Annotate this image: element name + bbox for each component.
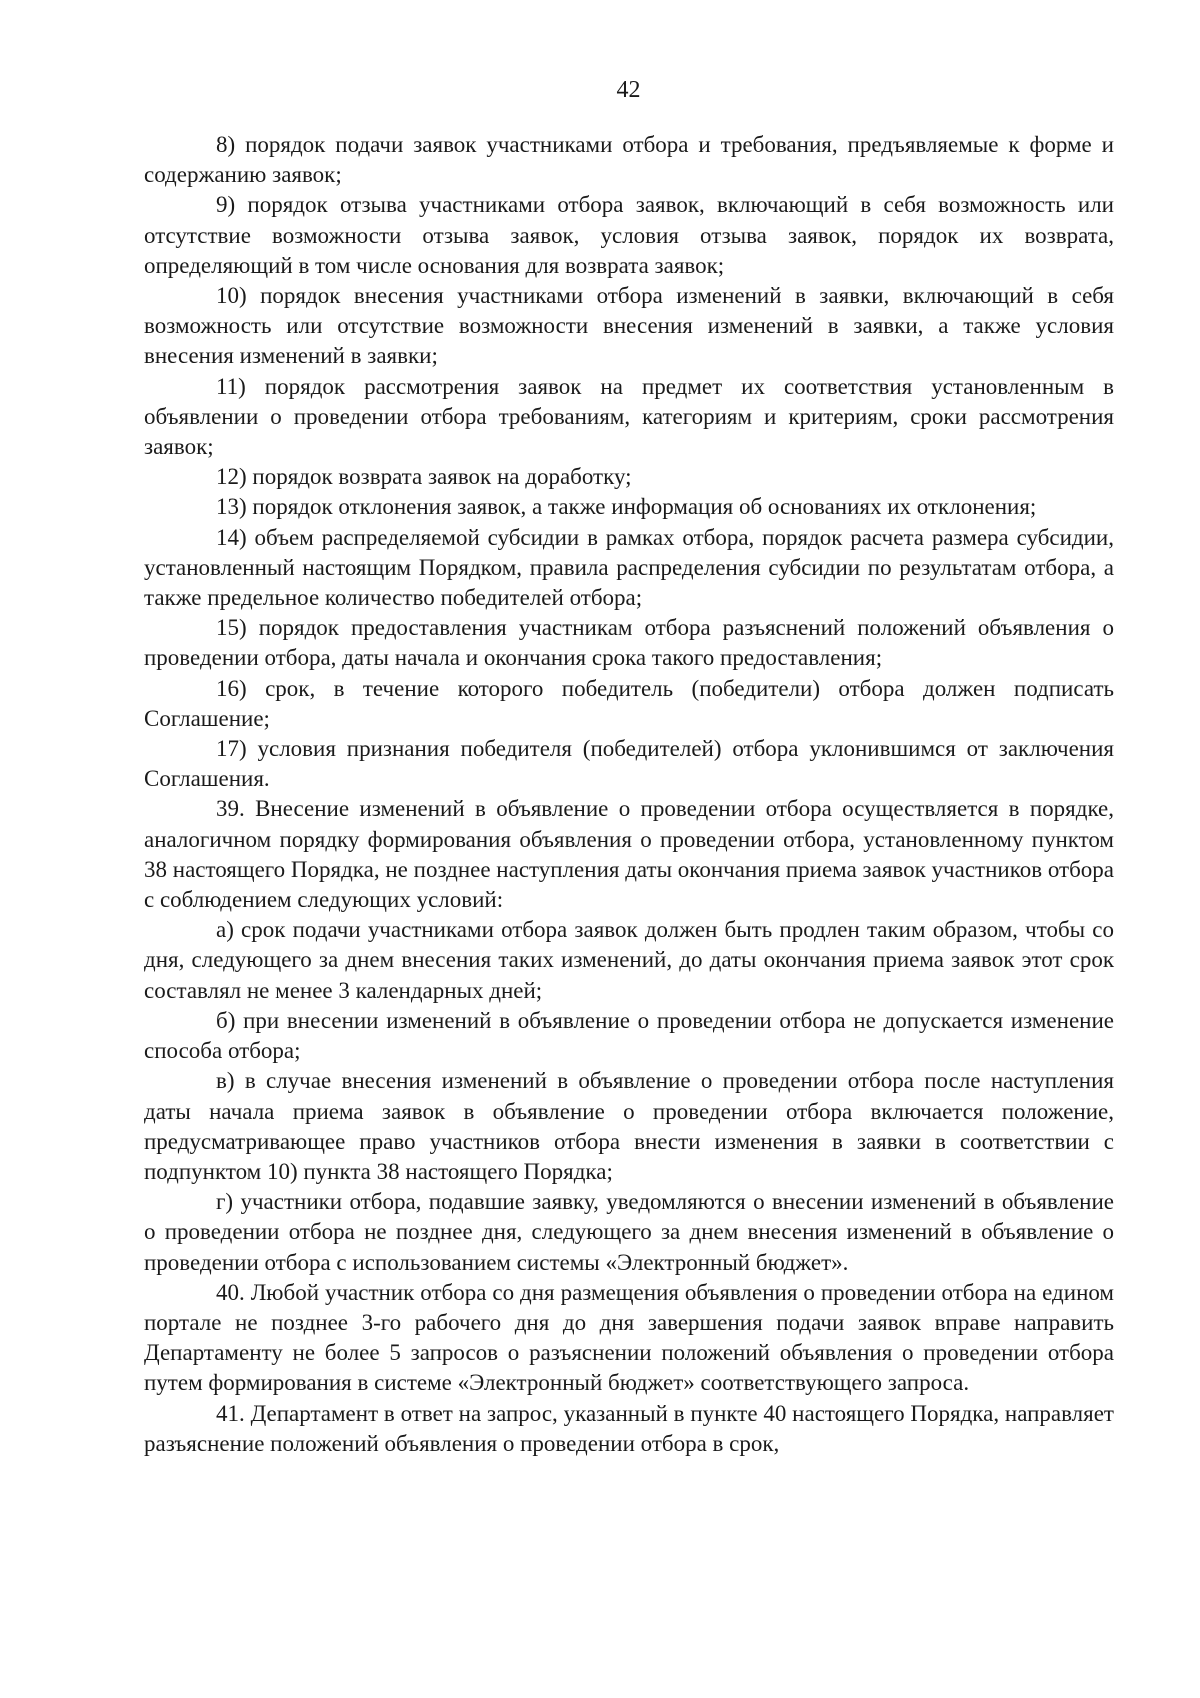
paragraph-item-15: 15) порядок предоставления участникам отбора разъяснений положений объявления о проведении отбора, даты начала и окончания срока такого предоставления; [144,615,1114,671]
paragraph-item-16: 16) срок, в течение которого победитель (победители) отбора должен подписать Соглашение; [144,675,1114,731]
paragraph-subitem-a: а) срок подачи участниками отбора заявок должен быть продлен таким образом, чтобы со дня, следующего за днем внесения таких изменений, до даты окончания приема заявок этот срок составлял не менее 3 календарных дней; [144,917,1114,1003]
page-number: 42 [616,77,641,103]
paragraph-subitem-b: б) при внесении изменений в объявление о проведении отбора не допускается изменение способа отбора; [144,1007,1114,1064]
paragraph-subitem-v: в) в случае внесения изменений в объявление о проведении отбора после наступления даты начала приема заявок в объявление о проведении отбора включается положение, предусматривающее право участников отбора внести изменения в заявки в соответствии с подпунктом 10) пункта 38 настоящего Порядка; [144,1068,1114,1184]
paragraph-item-13: 13) порядок отклонения заявок, а также информация об основаниях их отклонения; [216,494,1037,520]
paragraph-item-11: 11) порядок рассмотрения заявок на предмет их соответствия установленным в объявлении о проведении отбора требованиям, категориям и критериям, сроки рассмотрения заявок; [144,373,1114,460]
paragraph-clause-40: 40. Любой участник отбора со дня размещения объявления о проведении отбора на едином портале не позднее 3-го рабочего дня до дня завершения подачи заявок вправе направить Департаменту не более 5 запросов о разъяснении положений объявления о проведении отбора путем формирования в системе «Электронный бюджет» соответствующего запроса. [144,1279,1114,1396]
paragraph-clause-39: 39. Внесение изменений в объявление о проведении отбора осуществляется в порядке, аналогичном порядку формирования объявления о проведении отбора, установленному пунктом 38 настоящего Порядка, не позднее наступления даты окончания приема заявок участников отбора с соблюдением следующих условий: [144,796,1114,913]
paragraph-clause-41: 41. Департамент в ответ на запрос, указанный в пункте 40 настоящего Порядка, направляет разъяснение положений объявления о проведении отбора в срок, [144,1400,1114,1456]
paragraph-item-9: 9) порядок отзыва участниками отбора заявок, включающий в себя возможность или отсутствие возможности отзыва заявок, условия отзыва заявок, порядок их возврата, определяющий в том числе основания для возврата заявок; [144,192,1114,278]
paragraph-item-10: 10) порядок внесения участниками отбора изменений в заявки, включающий в себя возможность или отсутствие возможности внесения изменений в заявки, а также условия внесения изменений в заявки; [144,283,1114,369]
paragraph-subitem-g: г) участники отбора, подавшие заявку, уведомляются о внесении изменений в объявление о проведении отбора не позднее дня, следующего за днем внесения изменений в объявление о проведении отбора с использованием системы «Электронный бюджет». [144,1189,1114,1275]
document-body [144,130,1114,1459]
paragraph-item-8: 8) порядок подачи заявок участниками отбора и требования, предъявляемые к форме и содержанию заявок; [144,132,1114,188]
paragraph-item-14: 14) объем распределяемой субсидии в рамках отбора, порядок расчета размера субсидии, установленный настоящим Порядком, правила распределения субсидии по результатам отбора, а также предельное количество победителей отбора; [144,524,1114,611]
paragraph-item-17: 17) условия признания победителя (победителей) отбора уклонившимся от заключения Соглашения. [144,736,1114,792]
paragraph-item-12: 12) порядок возврата заявок на доработку; [216,464,632,490]
